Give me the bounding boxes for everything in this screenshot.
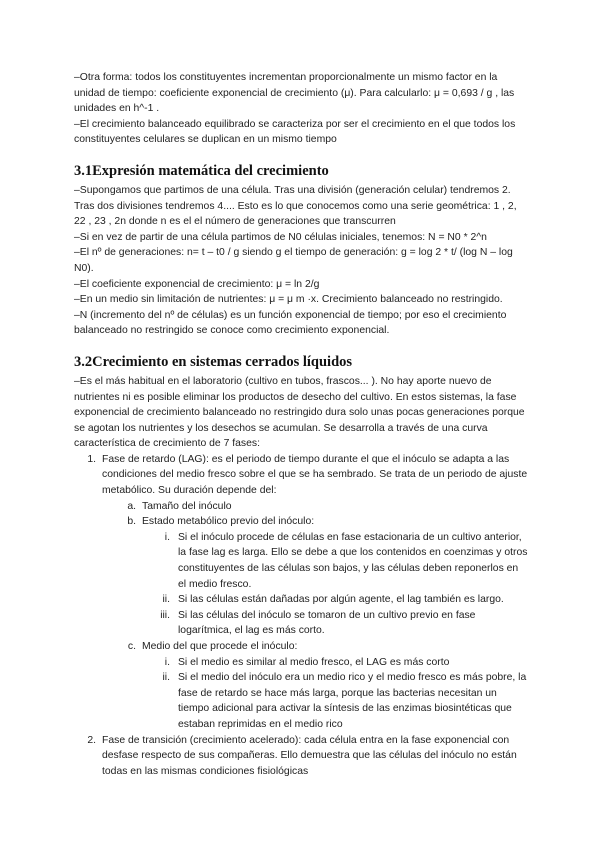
section1-paragraph-1: –Supongamos que partimos de una célula. Tras una división (generación celular) tendremos 2. Tras dos divisiones tendremos 4.... Esto es lo que conocemos como una serie geométrica: 1 , 2, 22 , 23 , 2n donde n es el el número de generaciones que transcurren [74,184,517,228]
list-item-text: Si el medio del inóculo era un medio rico y el medio fresco es más pobre, la fase de retardo se hace más larga, porque las bacterias necesitan un tiempo adicional para activar la síntesis de las enzimas biosintéticas que estaban reprimidas en el medio rico [178,672,527,730]
list-item-phase-1-b-i [74,530,528,592]
intro-paragraph-1: –Otra forma: todos los constituyentes incrementan proporcionalmente un mismo factor en la unidad de tiempo: coeficiente exponencial de crecimiento (μ). Para calcularlo: μ = 0,693 / g , las unidades en h^-1 . [74,72,515,115]
section1-paragraph-6: –N (incremento del nº de células) es un función exponencial de tiempo; por eso el crecimiento balanceado no restringido se conoce como crecimiento exponencial. [74,309,507,337]
section1-paragraph-4: –El coeficiente exponencial de crecimiento: μ = ln 2/g [74,278,320,290]
list-item-phase-2 [74,733,528,780]
list-item-text: Si el medio es similar al medio fresco, el LAG es más corto [178,656,450,668]
list-item-phase-1-c-ii [74,670,528,732]
list-item-text: Medio del que procede el inóculo: [142,641,298,652]
list-item-text: Estado metabólico previo del inóculo: [142,516,315,528]
list-item-phase-1-b [74,514,528,530]
list-item-text: Si las células están dañadas por algún agente, el lag también es largo. [178,594,504,606]
document-page [74,70,528,779]
list-marker: b. [127,516,136,528]
list-marker: ii. [162,672,170,684]
list-marker: ii. [162,594,170,606]
list-marker: c. [127,641,136,652]
section1-paragraph-5: –En un medio sin limitación de nutrientes: μ = μ m ·x. Crecimiento balanceado no restringido. [74,294,503,306]
list-item-phase-1-a [74,499,528,515]
list-item-text: Fase de transición (crecimiento acelerado): cada célula entra en la fase exponencial con desfase respecto de sus compañeras. Ello demuestra que las células del inóculo no están todas en las mismas condiciones fisiológicas [102,734,517,777]
list-marker: i. [164,656,170,668]
list-item-phase-1-c [74,639,528,655]
list-marker: a. [127,500,136,512]
section2-paragraph: –Es el más habitual en el laboratorio (cultivo en tubos, frascos... ). No hay aporte nuevo de nutrientes ni es posible eliminar los productos de desecho del cultivo. En estos sistemas, la fase exponencial de crecimiento balanceado no restringido dura solo unas pocas generaciones porque se agotan los nutrientes y los desechos se acumulan. Se desarrolla a través de una curva característica de crecimiento de 7 fases: [74,375,525,450]
list-item-phase-1 [74,452,528,499]
section-heading-3-2: 3.2Crecimiento en sistemas cerrados líquidos [74,353,353,370]
list-item-phase-1-c-i [74,655,528,671]
list-item-phase-1-b-iii [74,608,528,639]
list-marker: 2. [87,734,96,746]
section-heading-3-1: 3.1Expresión matemática del crecimiento [74,162,329,179]
list-item-text: Si el inóculo procede de células en fase estacionaria de un cultivo anterior, la fase lag es larga. Ello se debe a que los contenidos en coenzimas y otros constituyentes de las células son bajos, y las células deben reponerlos en el medio fresco. [178,531,528,590]
list-item-phase-1-b-ii [74,592,528,608]
list-item-text: Tamaño del inóculo [142,500,232,512]
list-marker: 1. [87,453,96,465]
section1-paragraph-2: –Si en vez de partir de una célula partimos de N0 células iniciales, tenemos: N = N0 * 2^n [74,231,487,243]
list-marker: i. [164,531,170,543]
intro-paragraph-2: –El crecimiento balanceado equilibrado se caracteriza por ser el crecimiento en el que todos los constituyentes celulares se duplican en un mismo tiempo [74,118,516,146]
list-item-text: Si las células del inóculo se tomaron de un cultivo previo en fase logarítmica, el lag es más corto. [178,609,476,637]
list-marker: iii. [160,609,170,621]
section1-paragraph-3: –El nº de generaciones: n= t – t0 / g siendo g el tiempo de generación: g = log 2 * t/ (log N – log N0). [74,247,513,274]
list-item-text: Fase de retardo (LAG): es el periodo de tiempo durante el que el inóculo se adapta a las condiciones del medio fresco sobre el que se ha sembrado. Se trata de un periodo de ajuste metabólico. Su duración depende del: [102,453,528,497]
